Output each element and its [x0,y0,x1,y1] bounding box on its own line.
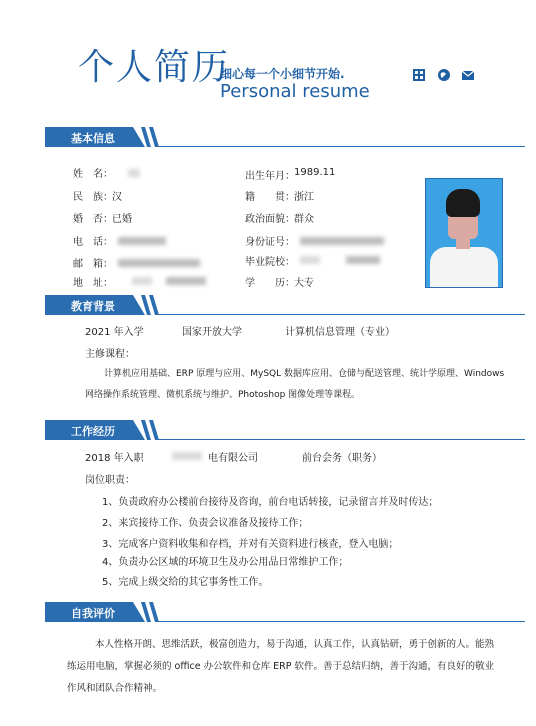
duty-item: 3、完成客户资料收集和存档，并对有关资料进行核查，登入电脑； [102,539,399,550]
degree-label: 学 历： [245,278,295,289]
section-education-header [45,295,525,315]
grid-icon [412,68,426,82]
duty-item: 1、负责政府办公楼前台接待及咨询，前台电话转接，记录留言并及时传达； [102,497,439,508]
political-value: 群众 [294,214,314,225]
section-work-label: 工作经历 [71,425,115,438]
duty-item: 2、来宾接待工作、负责会议准备及接待工作； [102,518,309,529]
ethnicity-value: 汉 [112,192,122,203]
work-company: 电有限公司 [208,453,258,464]
ethnicity-label: 民 族： [73,192,113,203]
company-redacted [172,452,202,460]
native-value: 浙江 [294,192,314,203]
section-self-header [45,602,525,622]
political-label: 政治面貌： [245,214,295,225]
school-label: 毕业院校： [245,257,295,268]
school-redacted-2 [346,256,380,264]
work-year: 2018 年入职 [85,453,144,464]
degree-value: 大专 [294,278,314,289]
marital-value: 已婚 [112,214,132,225]
email-label: 邮 箱： [73,259,113,270]
section-education-label: 教育背景 [71,300,115,313]
phone-redacted [118,237,166,245]
name-label: 姓 名： [73,169,113,180]
section-basic-header [45,127,525,147]
id-label: 身份证号： [245,237,295,248]
self-line-1: 本人性格开朗、思维活跃，极富创造力，易于沟通，认真工作，认真钻研，勇于创新的人。能熟 [95,639,495,650]
courses-line-2: 网络操作系统管理、微机系统与维护、Photoshop 图像处理等课程。 [85,390,361,400]
marital-label: 婚 否： [73,214,113,225]
address-redacted-2 [166,277,206,285]
school-redacted-1 [300,256,320,264]
email-redacted [118,259,200,267]
birth-value: 1989.11 [294,167,336,178]
native-label: 籍 贯： [245,192,295,203]
id-redacted [300,237,384,245]
section-work-header [45,420,525,440]
globe-icon [437,68,451,82]
courses-label: 主修课程： [85,349,135,360]
section-basic-label: 基本信息 [71,132,115,145]
education-major: 计算机信息管理（专业） [285,327,395,338]
address-label: 地 址： [73,278,113,289]
resume-slogan: 细心每一个小细节开始. [220,67,345,81]
phone-label: 电 话： [73,237,113,248]
profile-photo [425,178,503,288]
courses-line-1: 计算机应用基础、ERP 原理与应用、MySQL 数据库应用、仓储与配送管理、统计学原理、Windows [104,369,505,379]
self-line-3: 作风和团队合作精神。 [67,683,163,694]
resume-title-cn: 个人简历 [78,47,231,88]
duty-item: 4、负责办公区域的环境卫生及办公用品日常维护工作； [102,557,349,568]
work-position: 前台会务（职务） [302,453,382,464]
duty-label: 岗位职责： [85,475,135,486]
name-redacted [128,169,140,177]
mail-icon [461,68,475,82]
self-line-2: 练运用电脑，掌握必须的 office 办公软件和仓库 ERP 软件。善于总结归纳，善于沟通，有良好的敬业 [67,661,494,672]
section-self-label: 自我评价 [71,607,115,620]
address-redacted-1 [132,277,152,285]
education-school: 国家开放大学 [182,327,242,338]
duty-item: 5、完成上级交给的其它事务性工作。 [102,577,269,588]
resume-title-en: Personal resume [220,81,370,102]
education-year: 2021 年入学 [85,327,144,338]
birth-label: 出生年月： [245,171,295,182]
